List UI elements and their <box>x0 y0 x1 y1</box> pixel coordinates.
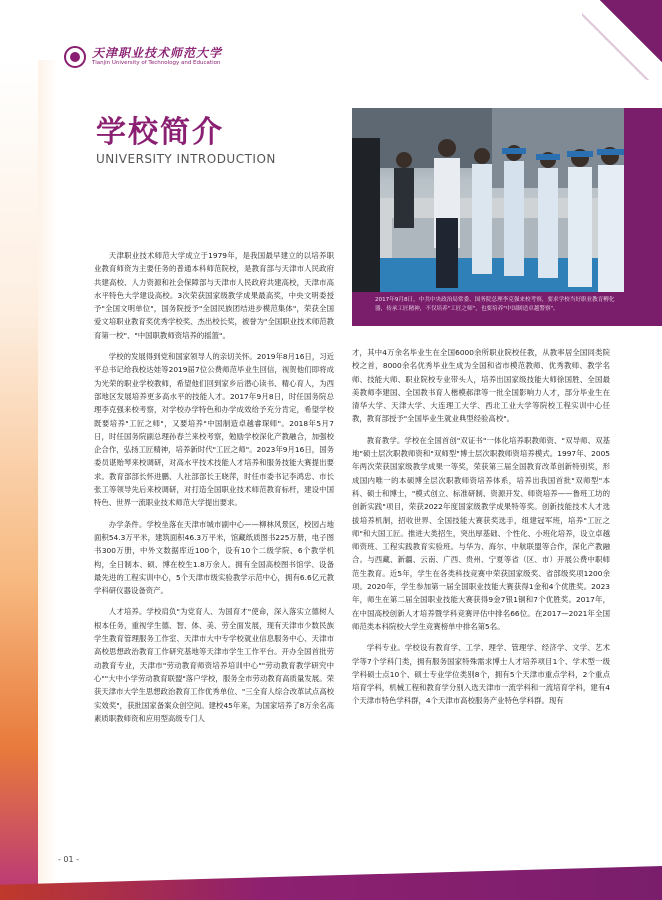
corner-accent <box>600 0 662 62</box>
left-column <box>94 249 334 725</box>
bottom-bar <box>0 866 662 900</box>
logo-text <box>92 47 222 67</box>
page-title: 学校简介 <box>96 115 224 150</box>
seal-icon <box>64 46 86 68</box>
paragraph-development: 学校的发展得到党和国家领导人的亲切关怀。2019年8月16日，习近平总书记给我校达娃等2019届7位公费师范毕业生回信，视贺他们即将成为光荣的职业学校教师，希望他们回到家乡后潜心读书、精心育人，为西部地区发展培养更多高水平的技能人才。2017年9月8日，时任国务院总理李克强来校考察，对学校办学特色和办学成效给予充分肯定，希望学校既要培养"工匠之师"，又要培养"中国制造卓越睿琛师"。2018年5月7日，时任国务院副总理孙春兰来校考察，勉励学校深化产教融合，加强校企合作，弘扬工匠精神，培养新时代"工匠之师"。2023年9月16日，国务委员谌贻琴来校调研，对高水平技术技能人才培养和服务技能大赛提出要求。教育部部长怀进鹏、人社部部长王晓萍，时任市委书记李鸿忠、市长张工等领导先后来校调研，对打造全国职业技术师范教育标杆，建设中国特色、世界一流职业技术师范大学提出要求。 <box>94 352 334 508</box>
paragraph-conditions: 办学条件。学校坐落在天津市城市副中心——柳林风景区，校园占地面积54.3万平米，建筑面积46.3万平米，馆藏纸质图书225万册，电子图书300万册，中外文数据库近100个，设有10个二级学院、6个教学机构，全日制本、硕、博在校生1.8万余人。拥有全国高校图书馆学、设备最先进的工程实训中心，5个天津市级实验教学示范中心，拥有6.6亿元教学科研仪器设备资产。 <box>94 519 334 596</box>
paragraph-disciplines: 学科专业。学校设有教育学、工学、理学、管理学、经济学、文学、艺术学等7个学科门类，拥有服务国家特殊需求博士人才培养项目1个、学术型一级学科硕士点10个、硕士专业学位类别8个，拥有5个天津市重点学科，2个重点培育学科，机械工程和教育学分别入选天津市一流学科和一流培育学科，建有4个天津市特色学科群，4个天津市高校服务产业特色学科群。现有 <box>352 643 610 706</box>
university-logo <box>64 44 222 70</box>
left-strip-fade <box>38 60 58 900</box>
left-gradient-strip <box>0 60 38 900</box>
news-photo <box>352 108 624 292</box>
paragraph-talent: 人才培养。学校肩负"为党育人、为国育才"使命，深入落实立德树人根本任务，重视学生德、智、体、美、劳全面发展，现有天津市少数民族学生教育管理服务工作室、天津市大中专学校就业信息服务中心、天津市高校思想政治教育工作研究基地等天津市学生工作平台。开办全国首批劳动教育专业，天津市"劳动教育师资培养培训中心""劳动教育教学研究中心""大中小学劳动教育联盟"落户学校，服务全市劳动教育高质量发展。荣获天津市大学生思想政治教育工作优秀单位、"三全育人综合改革试点高校实效奖"，获批国家备案众创空间。建校45年来，为国家培养了8万余名高素质职教师资和应用型高级专门人 <box>94 607 334 723</box>
logo-name-en: Tianjin University of Technology and Education <box>92 60 221 66</box>
paragraph-talent-cont: 才，其中4万余名毕业生在全国6000余所职业院校任教，从教率居全国同类院校之首，8000余名优秀毕业生成为全国和省市模范教师、优秀教师、教学名师、技能大师、职业院校专业带头人，培养出国家级技能大师徐国胜、全国最美教师李建国、全国教书育人楷模郝津等一批全国影响力人才，部分毕业生在清华大学、天津大学、大连理工大学、西北工业大学等院校工程实训中心任教，教育部授予"全国毕业生就业典型经验高校"。 <box>352 348 610 424</box>
right-column <box>352 346 610 708</box>
paragraph-teaching: 教育教学。学校在全国首创"双证书"一体化培养职教师资、"双导师、双基地"硕士层次职教师资和"双师型"博士层次职教师资培养模式。1997年、2005年两次荣获国家级教学成果一等奖，荣获第三届全国教育改革创新特别奖，形成国内唯一的本硕博全层次职教师资培养体系，培养出我国首批"双师型"本科、硕士和博士，"模式创立、标准研制、资源开发、师资培养——鲁班工坊的创新实践"项目，荣获2022年度国家级教学成果特等奖。创新技能技术人才选拔培养机制，招收世界、全国技能大赛获奖选手，组建冠军班，培养"工匠之师"和大国工匠。推进大类招生，突出厚基础、个性化、小班化培养，设立卓越师资班、工程实践教育实验班。与华为、海尔、中航联盟等合作，深化产教融合。与西藏、新疆、云南、广西、贵州、宁夏等省（区、市）开展公费中职师范生教育。近5年，学生在各类科技竞赛中荣获国家级奖、省部级奖项1200余项。2020年，学生参加第一届全国职业技能大赛获得1金和4个优胜奖。2023年，师生在第二届全国职业技能大赛获得9金7银1铜和7个优胜奖。2017年，在中国高校创新人才培养暨学科竞赛评估中排名66位。在2017—2021年全国师范类本科院校大学生竞赛榜单中排名第5名。 <box>352 435 610 631</box>
photo-illustration <box>352 108 624 292</box>
paragraph-intro: 天津职业技术师范大学成立于1979年，是我国最早建立的以培养职业教育师资为主要任务的普通本科师范院校，是教育部与天津市人民政府共建高校、人力资源和社会保障部与天津市人民政府共建高校，天津市高水平特色大学建设高校。3次荣获国家级教学成果最高奖，中央文明委授予"全国文明单位"，国务院授予"全国民族团结进步模范集体"，荣获全国爱文培职业教育奖优秀学校奖、杰出校长奖，被誉为"全国职业技术师范教育第一校"、"中国职教师资培养的摇篮"。 <box>94 251 334 340</box>
photo-caption: 2017年9月8日，中共中央政治局常委、国务院总理李克强来校考察，要求学校当好职业教育孵化器，传承工匠精神，不仅培养"工匠之师"，也要培养"中国制造卓越警察"。 <box>375 297 615 312</box>
logo-name-cn: 天津职业技术师范大学 <box>92 46 223 60</box>
page-number: - 01 - <box>58 855 80 864</box>
page-subtitle: UNIVERSITY INTRODUCTION <box>96 152 276 166</box>
